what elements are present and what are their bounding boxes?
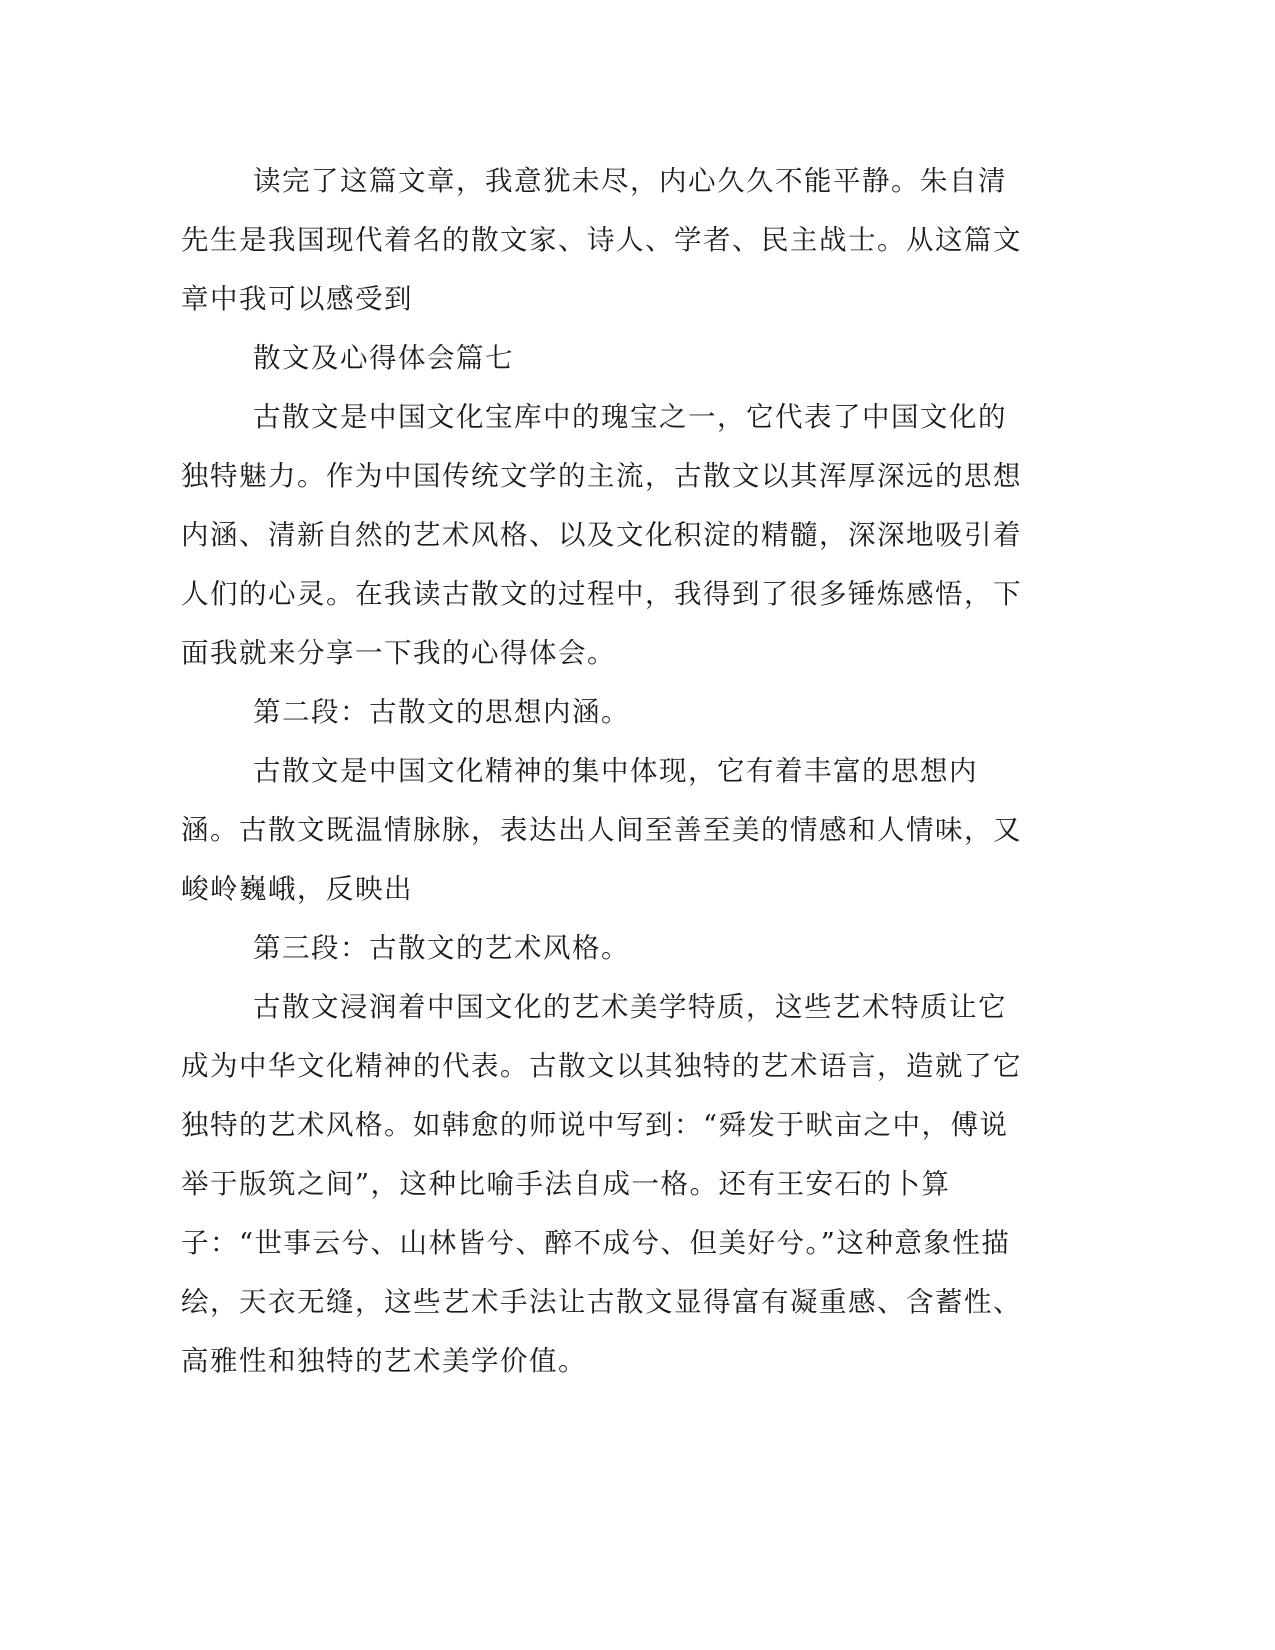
text-line: 艺术风格。如韩愈的师说中写到：“舜发于畎亩之中，傅说举于版筑之 [181, 1109, 1009, 1200]
text-line: ，反映出 [297, 873, 413, 905]
text-line: 价值。 [500, 1345, 587, 1377]
text-line: 魅力。作为中国传统文学的主流，古散文以其浑厚深远的思想内涵、 [181, 460, 1022, 551]
section-heading-second [181, 683, 1029, 742]
text-line: 读完了这篇文章，我意犹未尽，内心久久不能平静。朱自清先生 [181, 165, 1007, 256]
paragraph-intro [181, 152, 1029, 329]
text-line: 享一下我的心得体会。 [326, 637, 616, 669]
text-line: 术手法让古散文显得富有凝重感、含蓄性、高雅性和独特的艺术美学 [181, 1286, 1022, 1377]
paragraph-art-style [181, 978, 1029, 1391]
text-line: 灵。在我读古散文的过程中，我得到了很多锤炼感悟，下面我就来分 [181, 578, 1022, 669]
text-line: 古散文是中国文化精神的集中体现，它有着丰富的思想内涵。古 [181, 755, 978, 846]
text-line: 中华文化精神的代表。古散文以其独特的艺术语言，造就了它独特的 [181, 1050, 1022, 1141]
paragraph-thought [181, 742, 1029, 919]
section-heading-third [181, 919, 1029, 978]
heading-text: 第二段：古散文的思想内涵。 [253, 696, 630, 728]
section-heading-part-seven [181, 329, 1029, 388]
text-line: 古散文是中国文化宝库中的瑰宝之一，它代表了中国文化的独特 [181, 401, 1007, 492]
text-line: 散文既温情脉脉，表达出人间至善至美的情感和人情味，又峻岭巍峨 [181, 814, 1022, 905]
text-line: 古散文浸润着中国文化的艺术美学特质，这些艺术特质让它成为 [181, 991, 1007, 1082]
text-line: 林皆兮、醉不成兮、但美好兮。”这种意象性描绘，天衣无缝，这些艺 [181, 1227, 1011, 1318]
document-body [181, 152, 1029, 1391]
text-line: 清新自然的艺术风格、以及文化积淀的精髓，深深地吸引着人们的心 [181, 519, 1022, 610]
text-line: 是我国现代着名的散文家、诗人、学者、民主战士。从这篇文章中我 [181, 224, 1022, 315]
heading-text: 散文及心得体会篇七 [253, 342, 514, 374]
paragraph-opening [181, 388, 1029, 683]
text-line: 可以感受到 [268, 283, 413, 315]
heading-text: 第三段：古散文的艺术风格。 [253, 932, 630, 964]
text-line: 间”，这种比喻手法自成一格。还有王安石的卜算子：“世事云兮、山 [181, 1168, 951, 1259]
